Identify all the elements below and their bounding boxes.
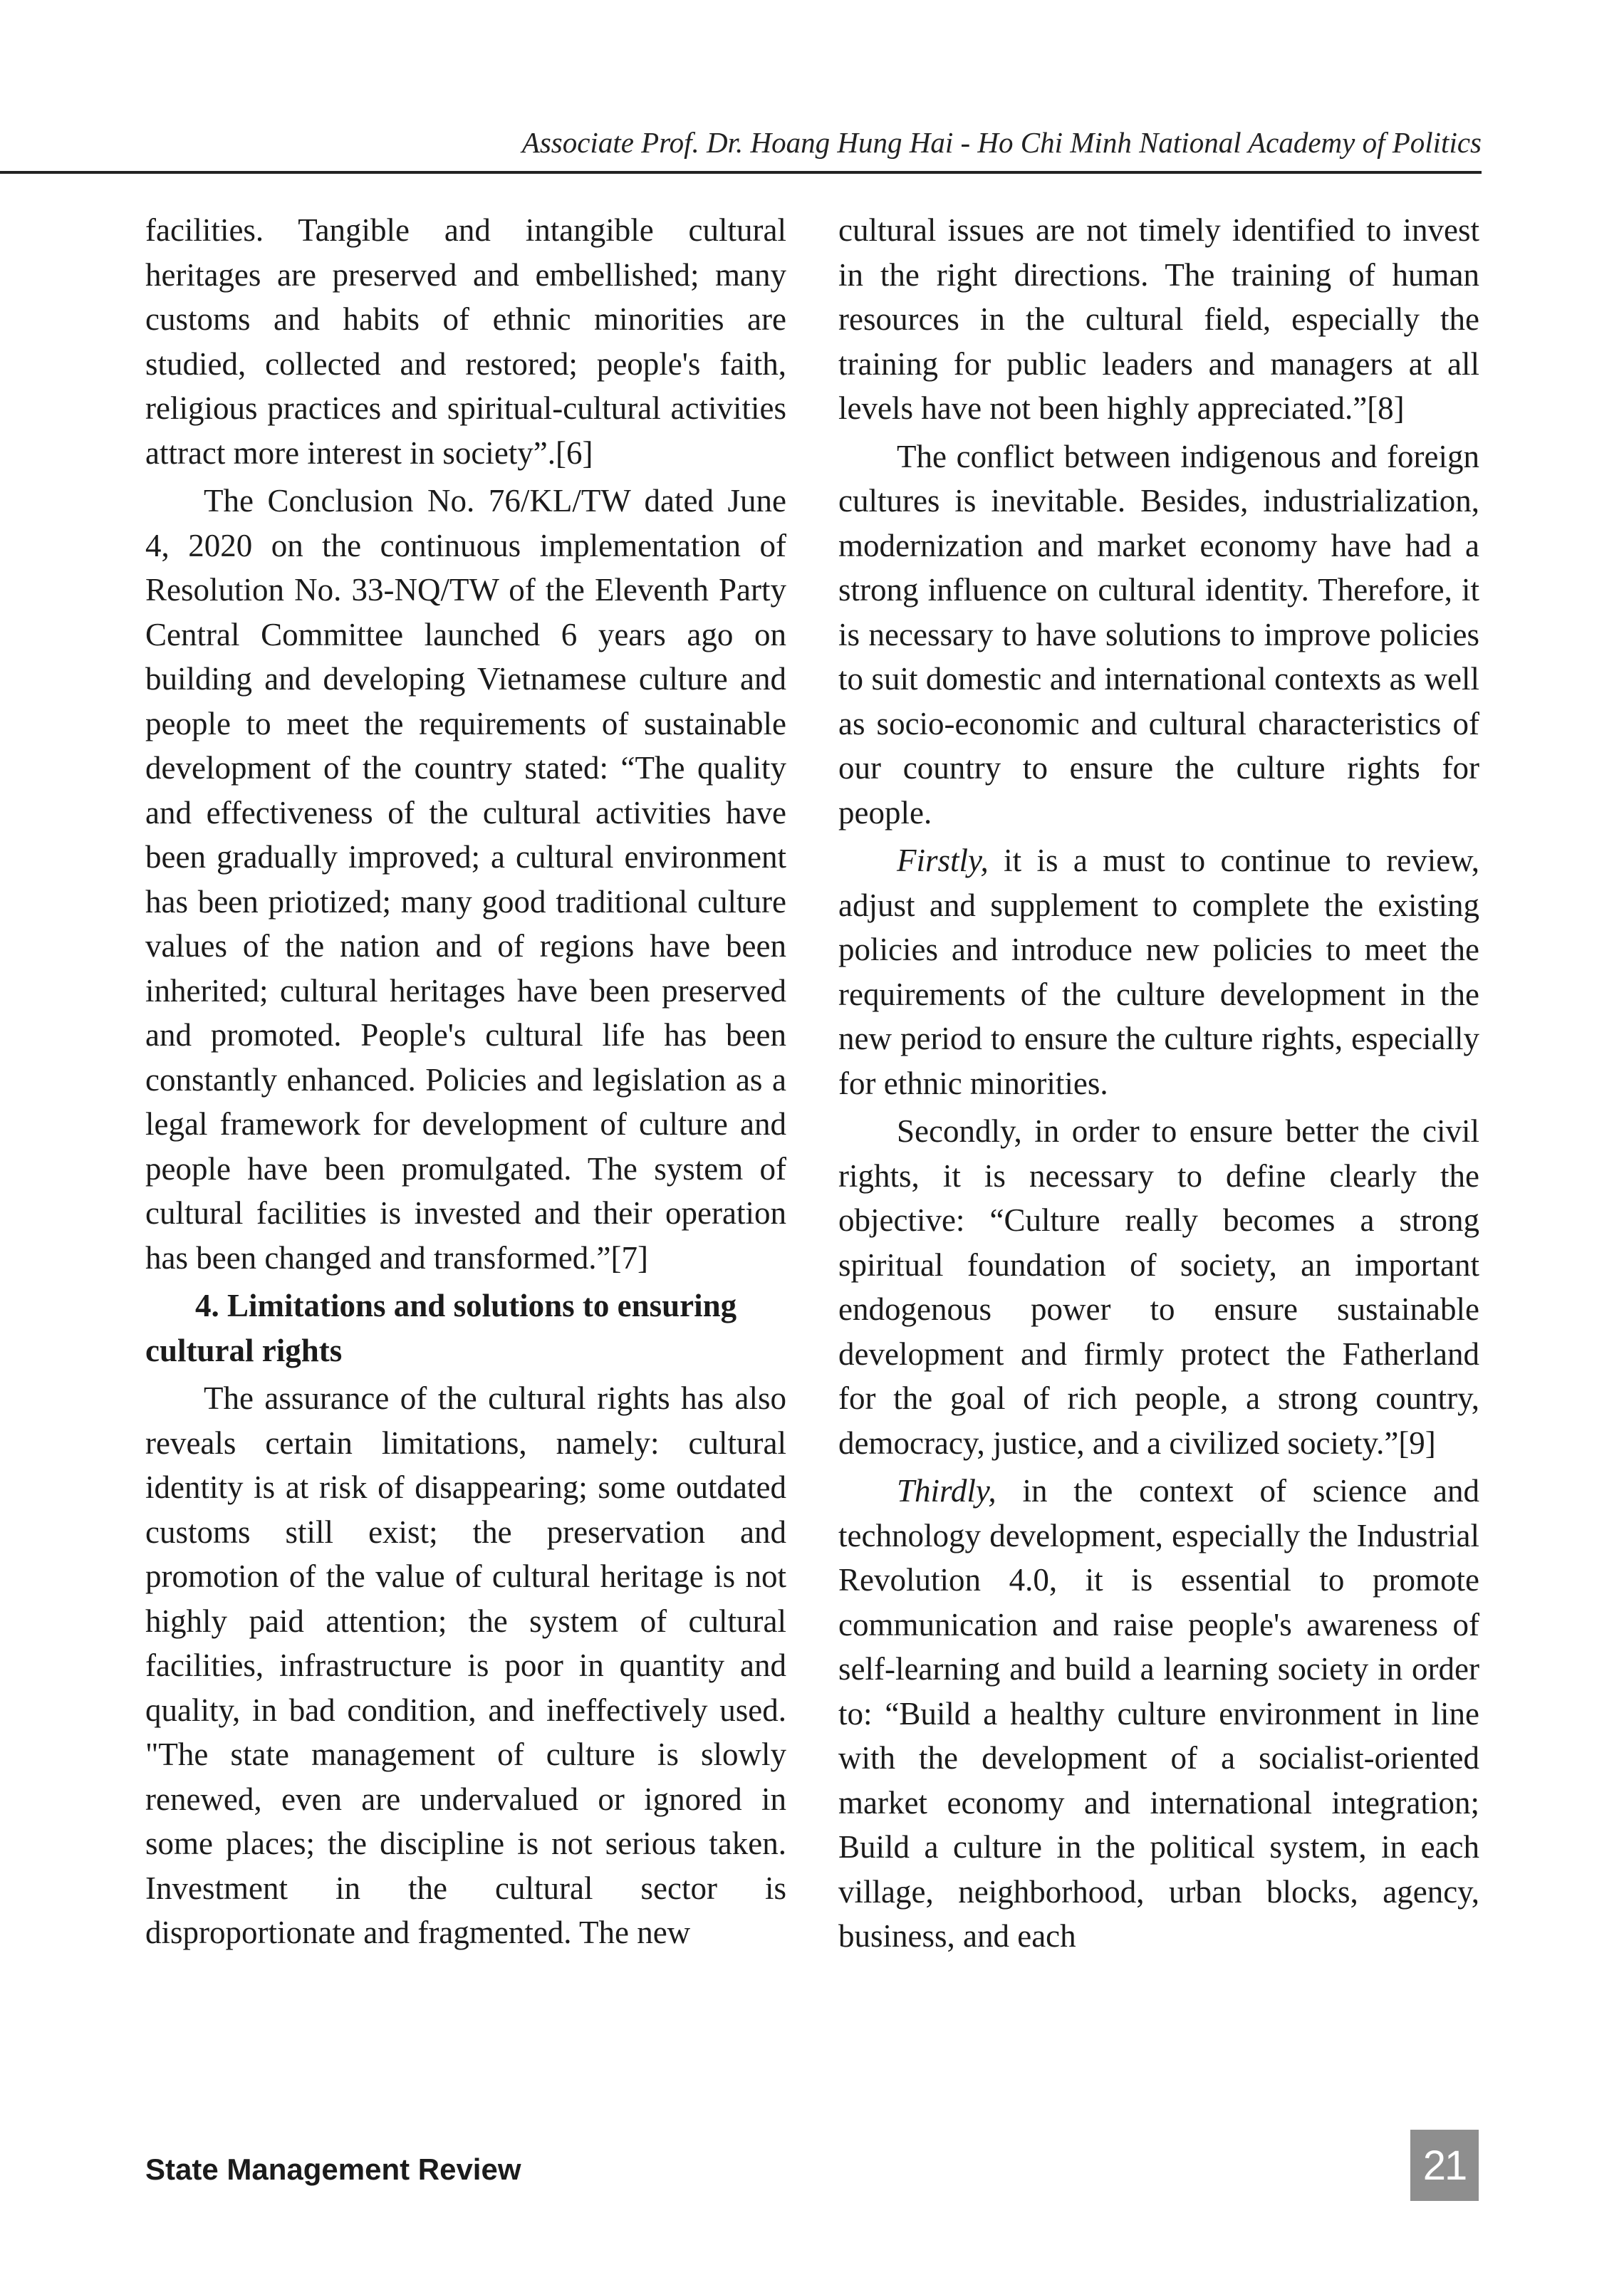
paragraph bbox=[838, 1469, 1479, 1959]
page-number: 21 bbox=[1410, 2130, 1479, 2201]
paragraph bbox=[838, 838, 1479, 1105]
paragraph-body: it is a must to continue to review, adjust and supplement to complete the existing policies and introduce new policies to meet the requirements of the culture development in the new period to ensure the culture rights, especially for ethnic minorities. bbox=[838, 843, 1479, 1101]
paragraph-lead-word: Firstly, bbox=[897, 843, 989, 878]
header-divider bbox=[0, 171, 1482, 174]
right-column bbox=[838, 208, 1479, 1962]
running-header: Associate Prof. Dr. Hoang Hung Hai - Ho Chi Minh National Academy of Politics bbox=[521, 126, 1482, 159]
paragraph: cultural issues are not timely identified to invest in the right directions. The training of human resources in the cultural field, especially the training for public leaders and managers at all levels have not been highly appreciated.”[8] bbox=[838, 212, 1479, 426]
section-heading: 4. Limitations and solutions to ensuring cultural rights bbox=[145, 1288, 737, 1368]
paragraph: facilities. Tangible and intangible cultural heritages are preserved and embellished; many customs and habits of ethnic minorities are studied, collected and restored; people's faith, religious practices and spiritual-cultural activities attract more interest in society”.[6] bbox=[145, 212, 786, 471]
left-column bbox=[145, 208, 786, 1959]
paragraph-body: in the context of science and technology development, especially the Industrial Revolution 4.0, it is essential to promote communication and raise people's awareness of self-learning and build a learning society in order to: “Build a healthy culture environment in line with the development of a socialist-oriented market economy and international integration; Build a culture in the political system, in each village, neighborhood, urban blocks, agency, business, and each bbox=[838, 1473, 1479, 1954]
journal-name: State Management Review bbox=[145, 2153, 521, 2186]
paragraph: The assurance of the cultural rights has also reveals certain limitations, namely: cultural identity is at risk of disappearing; some outdated customs still exist; the preservation and promotion of the value of cultural heritage is not highly paid attention; the system of cultural facilities, infrastructure is poor in quantity and quality, in bad condition, and ineffectively used. "The state management of culture is slowly renewed, even are undervalued or ignored in some places; the discipline is not serious taken. Investment in the cultural sector is disproportionate and fragmented. The new bbox=[145, 1380, 786, 1950]
paragraph: Secondly, in order to ensure better the civil rights, it is necessary to define clearly the objective: “Culture really becomes a strong spiritual foundation of society, an important endogenous power to ensure sustainable development and firmly protect the Fatherland for the goal of rich people, a strong country, democracy, justice, and a civilized society.”[9] bbox=[838, 1113, 1479, 1461]
paragraph: The conflict between indigenous and foreign cultures is inevitable. Besides, industrialization, modernization and market economy have had a strong influence on cultural identity. Therefore, it is necessary to have solutions to improve policies to suit domestic and international contexts as well as socio-economic and cultural characteristics of our country to ensure the culture rights for people. bbox=[838, 438, 1479, 831]
paragraph: The Conclusion No. 76/KL/TW dated June 4, 2020 on the continuous implementation of Resolution No. 33-NQ/TW of the Eleventh Party Central Committee launched 6 years ago on building and developing Vietnamese culture and people to meet the requirements of sustainable development of the country stated: “The quality and effectiveness of the cultural activities have been gradually improved; a cultural environment has been priotized; many good traditional culture values of the nation and of regions have been inherited; cultural heritages have been preserved and promoted. People's cultural life has been constantly enhanced. Policies and legislation as a legal framework for development of culture and people have been promulgated. The system of cultural facilities is invested and their operation has been changed and transformed.”[7] bbox=[145, 483, 786, 1276]
paragraph-lead-word: Thirdly, bbox=[897, 1473, 996, 1509]
